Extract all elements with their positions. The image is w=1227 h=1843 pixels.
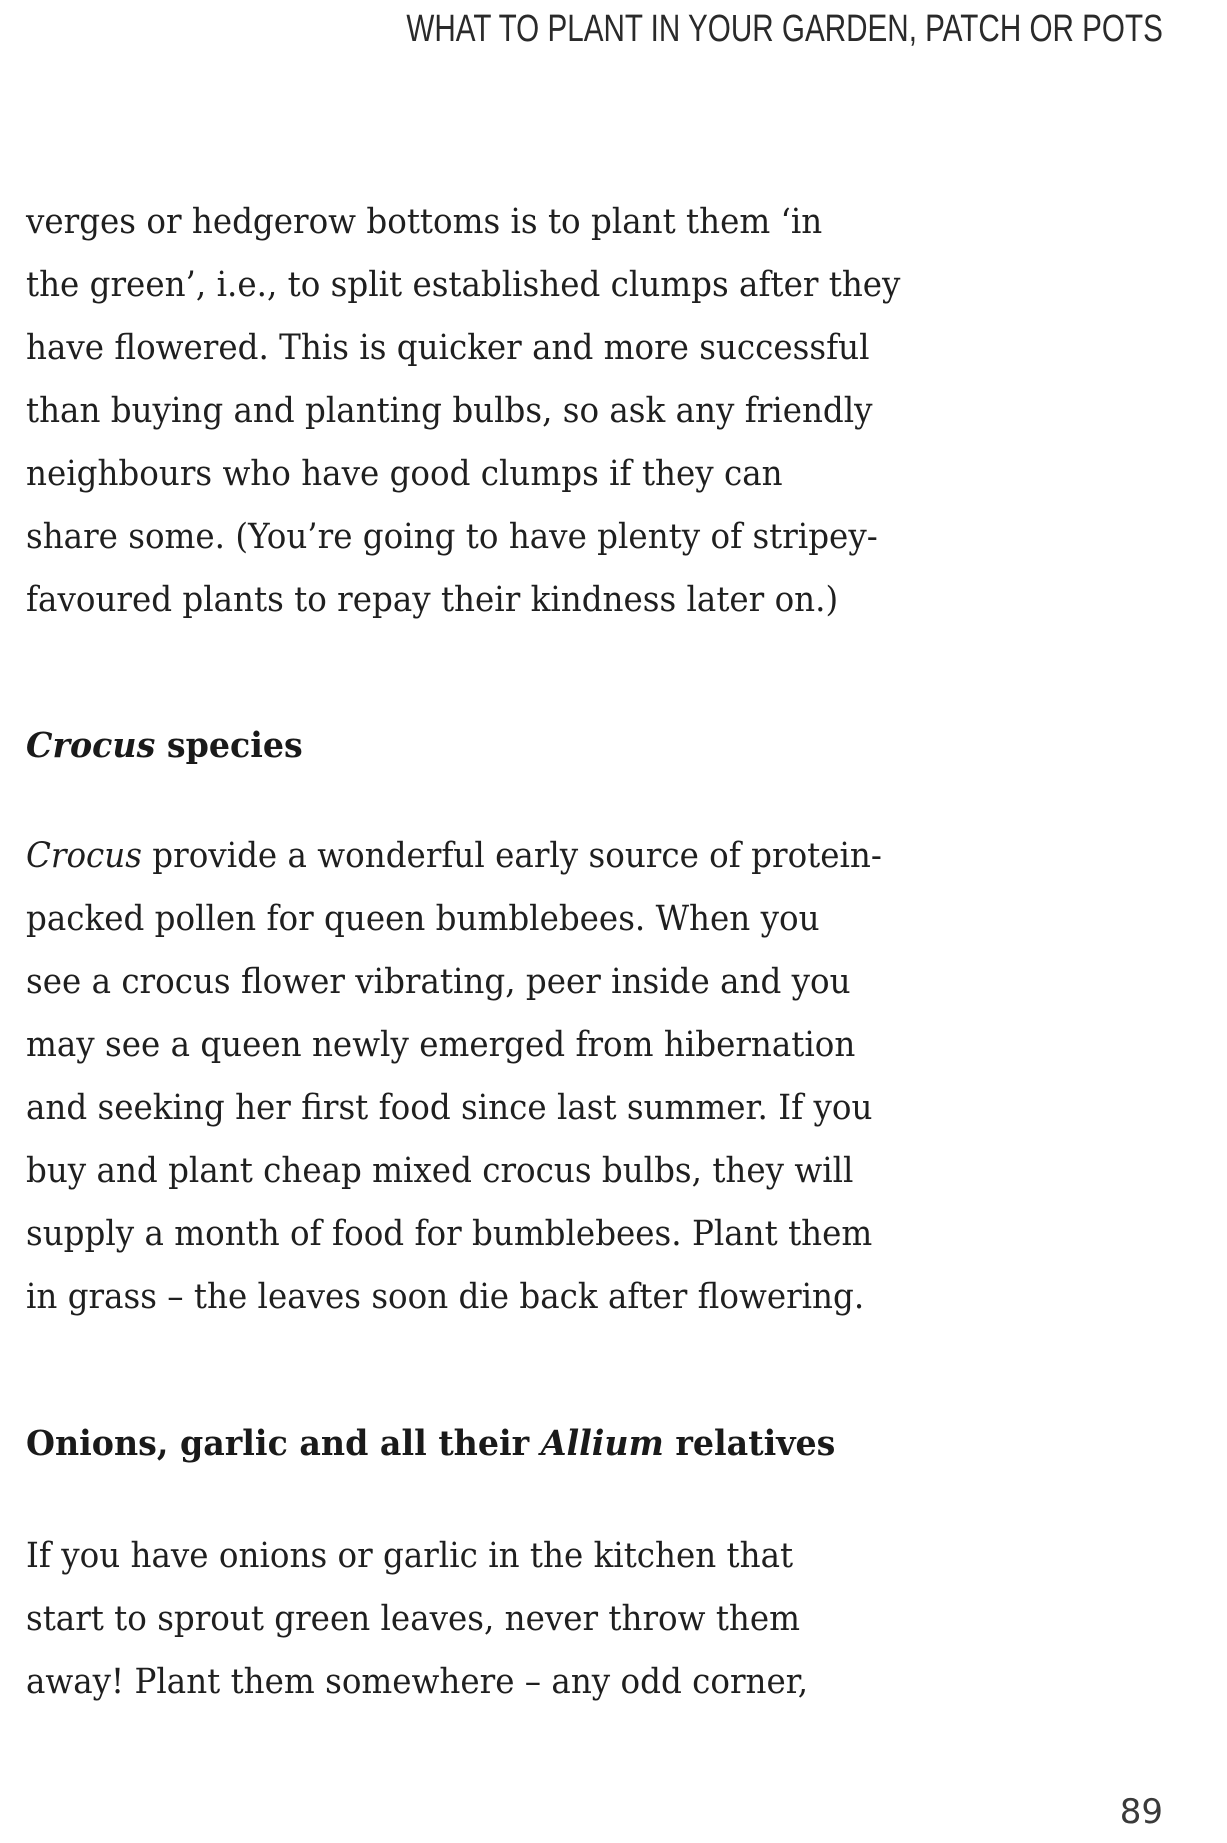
italic-term: Crocus (26, 836, 142, 876)
text-line: buy and plant cheap mixed crocus bulbs, they will (26, 1151, 854, 1191)
section-heading-crocus (26, 724, 303, 768)
text-line: verges or hedgerow bottoms is to plant them ‘in (26, 202, 823, 242)
text-span: provide a wonderful early source of protein- (141, 836, 882, 876)
heading-text: relatives (663, 1423, 836, 1464)
text-line: favoured plants to repay their kindness later on.) (26, 580, 839, 620)
text-line: start to sprout green leaves, never throw them (26, 1599, 801, 1639)
text-line: away! Plant them somewhere – any odd corner, (26, 1662, 809, 1702)
text-line (26, 834, 882, 878)
text-line: packed pollen for queen bumblebees. When you (26, 899, 820, 939)
heading-text: species (155, 725, 303, 766)
text-line: supply a month of food for bumblebees. Plant them (26, 1214, 873, 1254)
text-line: in grass – the leaves soon die back after flowering. (26, 1277, 865, 1317)
text-line: share some. (You’re going to have plenty of stripey- (26, 517, 878, 557)
text-line: may see a queen newly emerged from hibernation (26, 1025, 856, 1065)
running-head: WHAT TO PLANT IN YOUR GARDEN, PATCH OR POTS (406, 8, 1163, 50)
heading-text: Onions, garlic and all their (26, 1423, 541, 1464)
heading-italic: Crocus (26, 725, 156, 766)
text-line: have flowered. This is quicker and more successful (26, 328, 870, 368)
page-number: 89 (1119, 1792, 1163, 1832)
text-line: than buying and planting bulbs, so ask any friendly (26, 391, 873, 431)
heading-italic: Allium (540, 1423, 664, 1464)
text-line: and seeking her first food since last summer. If you (26, 1088, 873, 1128)
text-line: If you have onions or garlic in the kitchen that (26, 1536, 794, 1576)
text-line: neighbours who have good clumps if they can (26, 454, 783, 494)
text-line: see a crocus flower vibrating, peer inside and you (26, 962, 851, 1002)
section-heading-allium (26, 1422, 835, 1466)
text-line: the green’, i.e., to split established clumps after they (26, 265, 901, 305)
